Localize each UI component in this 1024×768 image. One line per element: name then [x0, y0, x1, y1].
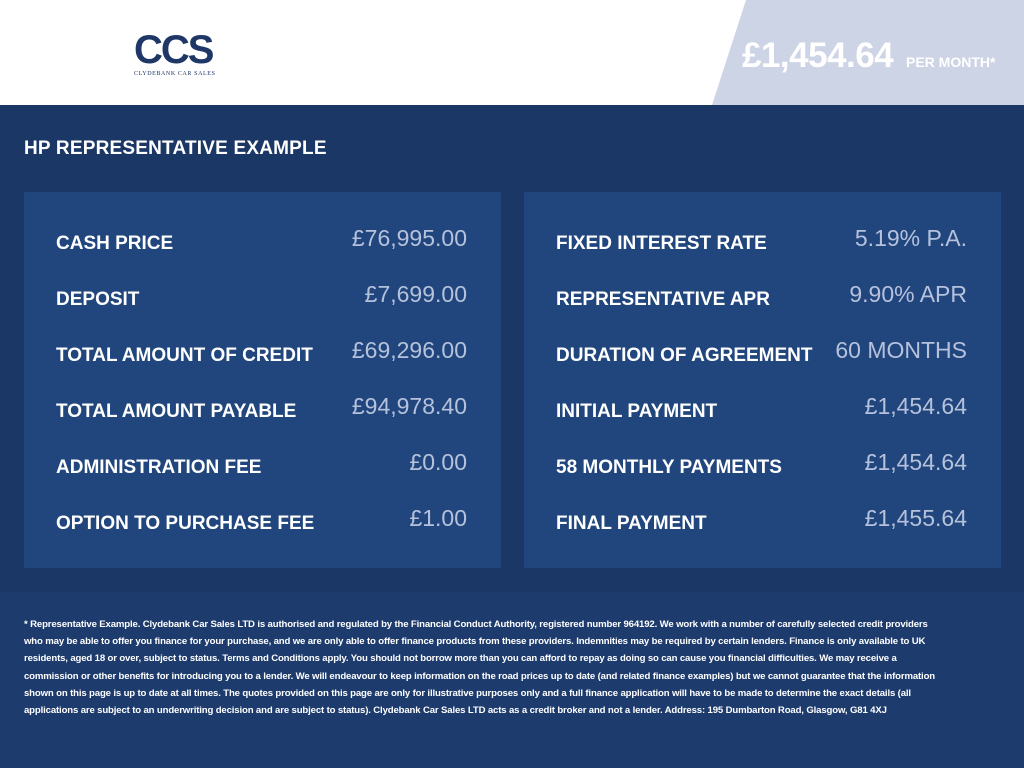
finance-row — [556, 505, 967, 535]
finance-disclaimer: * Representative Example. Clydebank Car Sales LTD is authorised and regulated by the Financial Conduct Authority, registered number 964192. We work with a number of carefully selected credit providers who may be able to offer you finance for your purchase, and we are only able to offer finance products from these providers. Indemnities may be required by certain lenders. Finance is only available to UK residents, aged 18 or over, subject to status. Terms and Conditions apply. You should not borrow more than you can afford to repay as doing so can cause you financial difficulties. We may receive a commission or other benefits for introducing you to a lender. We will endeavour to keep information on the road prices up to date (and related finance examples) but we cannot guarantee that the information shown on this page is up to date at all times. The quotes provided on this page are only for illustrative purposes only and a full finance application will have to be made to determine the exact details (all applications are subject to an underwriting decision and are subject to status). Clydebank Car Sales LTD acts as a credit broker and not a lender. Address: 195 Dumbarton Road, Glasgow, G81 4XJ — [24, 619, 935, 717]
clydebank-car-sales-logo[interactable] — [134, 28, 216, 78]
finance-row-value: 5.19% P.A. — [854, 225, 967, 251]
section-title: HP REPRESENTATIVE EXAMPLE — [24, 138, 327, 159]
finance-row-label: DURATION OF AGREEMENT — [556, 345, 813, 366]
monthly-price-suffix: PER MONTH* — [906, 54, 996, 70]
finance-row — [556, 393, 967, 423]
finance-row-label: REPRESENTATIVE APR — [556, 289, 770, 310]
finance-row — [556, 337, 967, 367]
finance-panel-right — [524, 192, 1001, 568]
finance-row-label: FIXED INTEREST RATE — [556, 233, 767, 254]
finance-row — [56, 225, 467, 255]
finance-row-label: TOTAL AMOUNT OF CREDIT — [56, 345, 313, 366]
finance-row-value: £76,995.00 — [351, 225, 467, 251]
finance-row-value: 9.90% APR — [849, 281, 967, 307]
finance-row — [56, 505, 467, 535]
logo-mark: CCS — [134, 28, 213, 72]
logo-subtitle: CLYDEBANK CAR SALES — [134, 71, 216, 77]
finance-row — [56, 449, 467, 479]
finance-row-label: INITIAL PAYMENT — [556, 401, 718, 422]
finance-row-value: 60 MONTHS — [835, 337, 967, 363]
monthly-price: £1,454.64 — [742, 36, 894, 75]
finance-row-value: £0.00 — [409, 449, 467, 475]
finance-row-value: £1,454.64 — [864, 449, 967, 475]
finance-row-label: DEPOSIT — [56, 289, 140, 310]
finance-row-value: £94,978.40 — [351, 393, 467, 419]
finance-row-value: £1,454.64 — [864, 393, 967, 419]
finance-row-value: £69,296.00 — [351, 337, 467, 363]
finance-row — [556, 225, 967, 255]
finance-row-label: TOTAL AMOUNT PAYABLE — [56, 401, 297, 422]
finance-row — [56, 281, 467, 311]
finance-row-label: FINAL PAYMENT — [556, 513, 707, 534]
finance-row-label: CASH PRICE — [56, 233, 174, 254]
finance-panel-left — [24, 192, 501, 568]
finance-row — [56, 393, 467, 423]
finance-row — [556, 281, 967, 311]
finance-row — [556, 449, 967, 479]
finance-row-label: OPTION TO PURCHASE FEE — [56, 513, 315, 534]
finance-row — [56, 337, 467, 367]
finance-row-value: £7,699.00 — [364, 281, 467, 307]
finance-row-value: £1.00 — [409, 505, 467, 531]
finance-row-label: 58 MONTHLY PAYMENTS — [556, 457, 782, 478]
finance-row-value: £1,455.64 — [864, 505, 967, 531]
finance-row-label: ADMINISTRATION FEE — [56, 457, 262, 478]
